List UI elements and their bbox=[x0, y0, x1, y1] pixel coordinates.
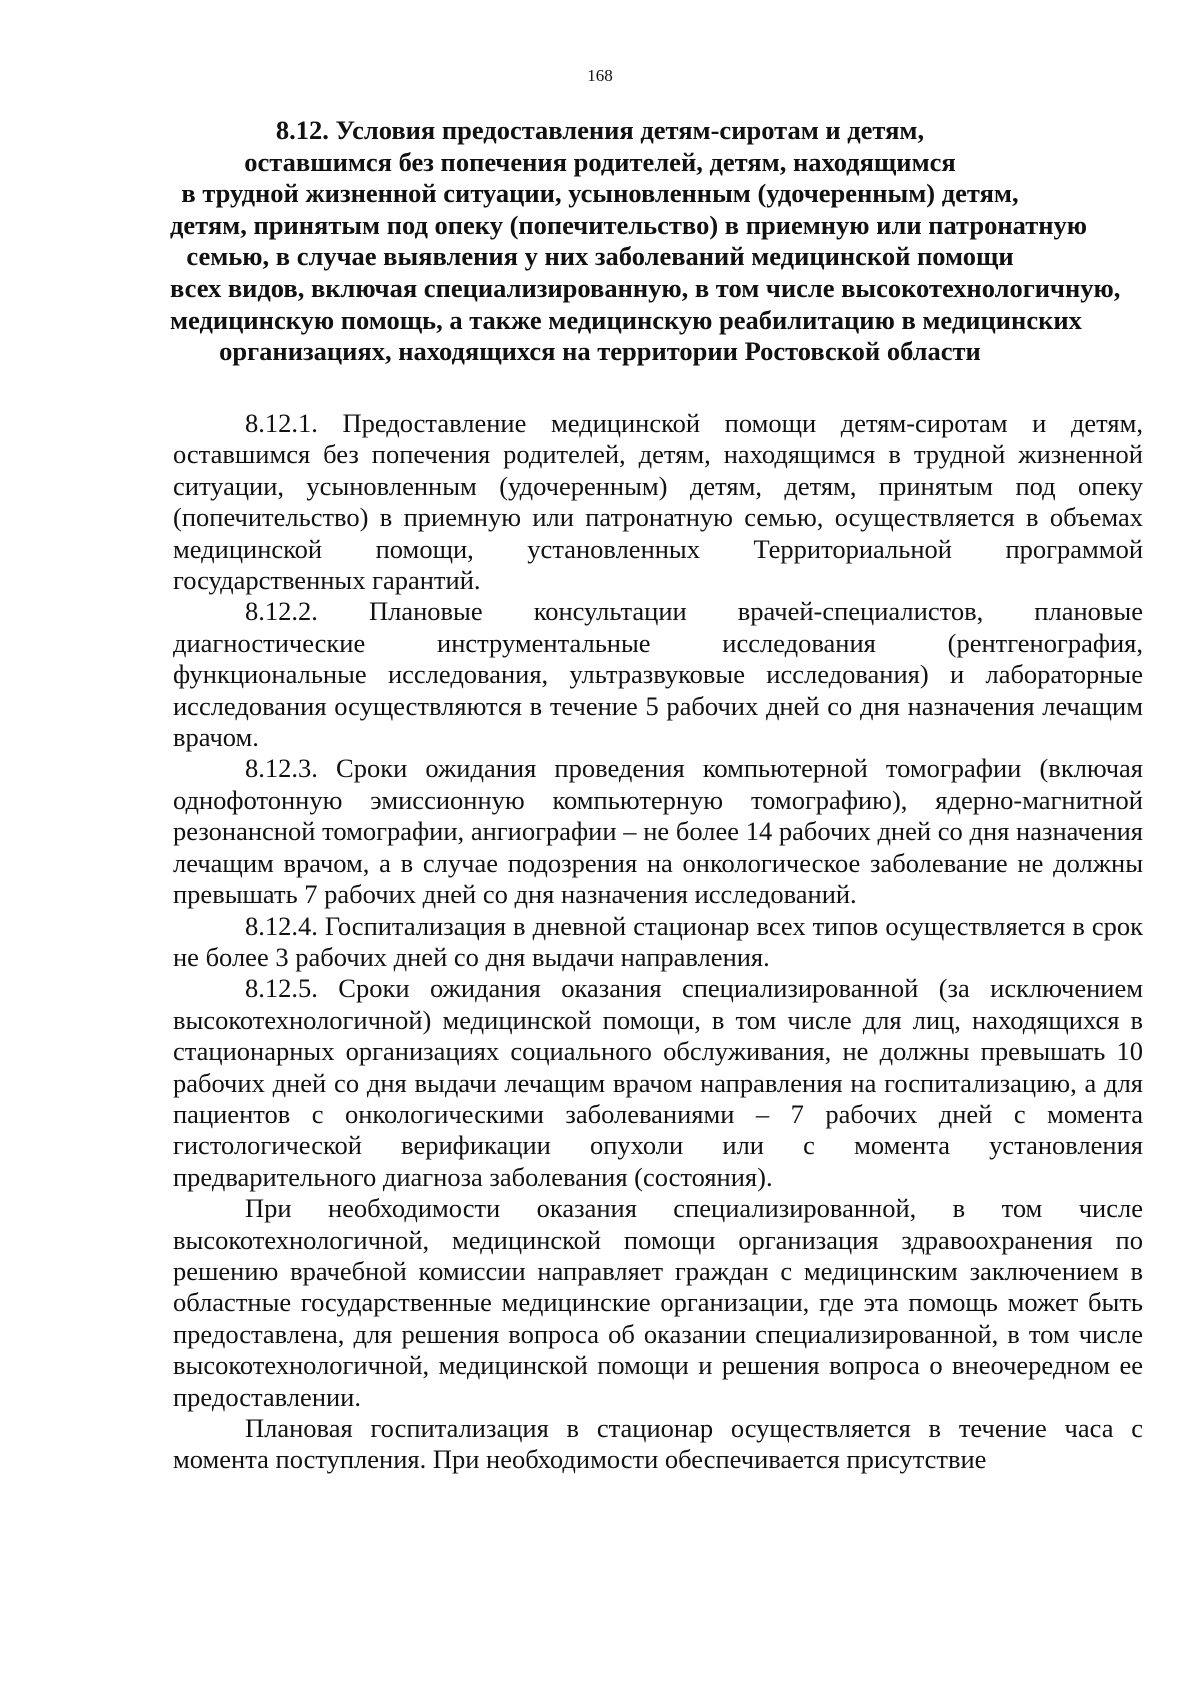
paragraph-8-12-3: 8.12.3. Сроки ожидания проведения компьютерной томографии (включая однофотонную эмиссионную компьютерную томографию), ядерно-магнитной резонансной томографии, ангиографии – не более 14 рабочих дней со дня назначения лечащим врачом, а в случае подозрения на онкологическое заболевание не должны превышать 7 рабочих дней со дня назначения исследований. bbox=[173, 753, 1143, 910]
paragraph-8-12-4: 8.12.4. Госпитализация в дневной стационар всех типов осуществляется в срок не более 3 рабочих дней со дня выдачи направления. bbox=[173, 910, 1143, 972]
heading-line: в трудной жизненной ситуации, усыновленным (удочеренным) детям, bbox=[181, 178, 1019, 209]
heading-line: медицинскую помощь, а также медицинскую реабилитацию в медицинских bbox=[170, 304, 1082, 335]
heading-line: оставшимся без попечения родителей, детям, находящимся bbox=[244, 146, 956, 177]
section-heading bbox=[170, 115, 1121, 368]
paragraph-8-12-1: 8.12.1. Предоставление медицинской помощи детям-сиротам и детям, оставшимся без попечения родителей, детям, находящимся в трудной жизненной ситуации, усыновленным (удочеренным) детям, детям, принятым под опеку (попечительство) в приемную или патронатную семью, осуществляется в объемах медицинской помощи, установленных Территориальной программой государственных гарантий. bbox=[173, 408, 1143, 596]
heading-line: 8.12. Условия предоставления детям-сиротам и детям, bbox=[275, 115, 925, 145]
paragraph-8-12-2: 8.12.2. Плановые консультации врачей-специалистов, плановые диагностические инструментальные исследования (рентгенография, функциональные исследования, ультразвуковые исследования) и лабораторные исследования осуществляются в течение 5 рабочих дней со дня назначения лечащим врачом. bbox=[173, 596, 1143, 753]
document-body bbox=[173, 408, 1143, 1476]
heading-line: всех видов, включая специализированную, в том числе высокотехнологичную, bbox=[170, 272, 1121, 303]
heading-line: детям, принятым под опеку (попечительство) в приемную или патронатную bbox=[170, 209, 1087, 240]
paragraph-planned-hospitalization: Плановая госпитализация в стационар осуществляется в течение часа с момента поступления. При необходимости обеспечивается присутствие bbox=[173, 1413, 1143, 1475]
heading-line: семью, в случае выявления у них заболеваний медицинской помощи bbox=[186, 241, 1014, 272]
page-number: 168 bbox=[587, 66, 613, 85]
paragraph-8-12-5: 8.12.5. Сроки ожидания оказания специализированной (за исключением высокотехнологичной) медицинской помощи, в том числе для лиц, находящихся в стационарных организациях социального обслуживания, не должны превышать 10 рабочих дней со дня выдачи лечащим врачом направления на госпитализацию, а для пациентов с онкологическими заболеваниями – 7 рабочих дней с момента гистологической верификации опухоли или с момента установления предварительного диагноза заболевания (состояния). bbox=[173, 973, 1143, 1192]
paragraph-specialized-care: При необходимости оказания специализированной, в том числе высокотехнологичной, медицинской помощи организация здравоохранения по решению врачебной комиссии направляет граждан с медицинским заключением в областные государственные медицинские организации, где эта помощь может быть предоставлена, для решения вопроса об оказании специализированной, в том числе высокотехнологичной, медицинской помощи и решения вопроса о внеочередном ее предоставлении. bbox=[173, 1193, 1143, 1412]
heading-line: организациях, находящихся на территории Ростовской области bbox=[219, 336, 981, 367]
